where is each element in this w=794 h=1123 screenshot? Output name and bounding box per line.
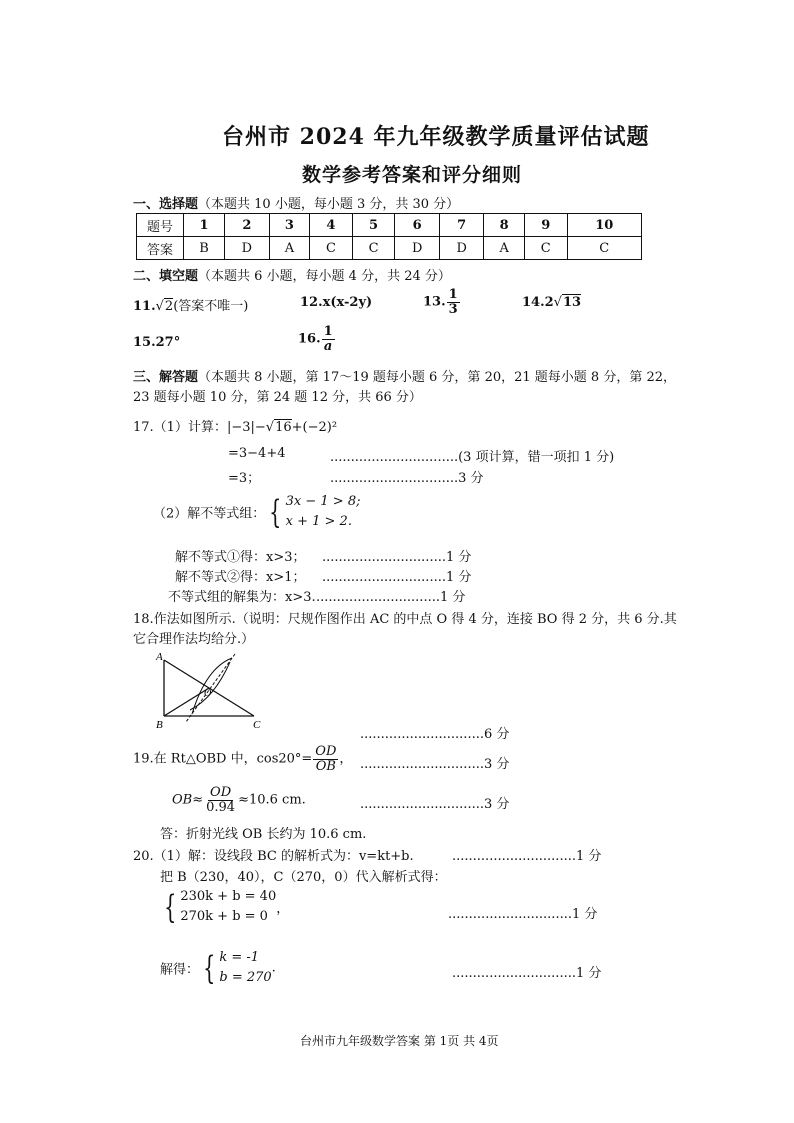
answer-q14: 14.2√13 bbox=[522, 295, 582, 310]
q17-sol1-dots bbox=[322, 546, 471, 565]
eq-2: 270k + b = 0 bbox=[180, 909, 268, 924]
score: 3 分 bbox=[483, 797, 510, 812]
table-label-num: 题号 bbox=[137, 214, 184, 237]
q18-dots bbox=[360, 723, 509, 742]
section2-note: （本题共 6 小题，每小题 4 分，共 24 分） bbox=[198, 269, 451, 284]
dots: .............................. bbox=[452, 966, 576, 981]
q13-label: 13. bbox=[423, 294, 446, 310]
q13-numerator: 1 bbox=[448, 287, 458, 302]
ineq-2: x + 1 > 2. bbox=[285, 514, 352, 529]
page-footer: 台州市九年级数学答案 第 1页 共 4页 bbox=[300, 1034, 499, 1048]
section1-note: （本题共 10 小题，每小题 3 分，共 30 分） bbox=[198, 197, 460, 212]
q20-eq-dots bbox=[448, 903, 597, 922]
page-title: 台州市 2024 年九年级教学质量评估试题 bbox=[222, 124, 650, 150]
q20-equations bbox=[160, 887, 289, 927]
q13-denominator: 3 bbox=[448, 301, 458, 317]
answer-q11: 11.√2(答案不唯一) bbox=[133, 299, 249, 314]
dots: .............................. bbox=[452, 849, 576, 864]
table-answer: D bbox=[395, 237, 440, 260]
section1-heading: 一、选择题 bbox=[133, 197, 199, 212]
table-answer: C bbox=[310, 237, 353, 260]
answer-q12: 12.x(x-2y) bbox=[300, 295, 373, 310]
section1-header bbox=[133, 193, 459, 212]
q20-line1-dots bbox=[452, 845, 601, 864]
q17-part1: 17.（1）计算：|−3|−√16+(−2)² bbox=[133, 420, 338, 435]
q17-part2 bbox=[153, 492, 360, 532]
section2-header bbox=[133, 265, 451, 284]
q17-expr-rad: 16 bbox=[275, 420, 292, 435]
q11-note: (答案不唯一) bbox=[173, 299, 249, 314]
q16-numerator: 1 bbox=[323, 324, 333, 339]
q17-part1-label: 17.（1）计算： bbox=[133, 420, 227, 435]
q20-sol-dots bbox=[452, 962, 601, 981]
brace: { bbox=[203, 949, 216, 987]
table-num: 1 bbox=[184, 214, 225, 237]
table-answer: C bbox=[567, 237, 641, 260]
table-num: 9 bbox=[524, 214, 567, 237]
table-num: 6 bbox=[395, 214, 440, 237]
q19-frac1-num: OD bbox=[315, 744, 337, 759]
q19-line2-text: OB≈ bbox=[172, 792, 204, 808]
q19-frac2-num: OD bbox=[210, 785, 232, 800]
q19-answer: 答：折射光线 OB 长约为 10.6 cm. bbox=[160, 827, 367, 842]
q14-radicand: 13 bbox=[562, 295, 582, 310]
q19-line2-dots bbox=[360, 793, 509, 812]
q17-step1: =3−4+4 bbox=[228, 446, 286, 461]
dots: .............................. bbox=[448, 907, 572, 922]
table-answer: C bbox=[352, 237, 395, 260]
eq-1: 230k + b = 40 bbox=[180, 889, 277, 904]
answer-q15: 15.27° bbox=[133, 335, 181, 350]
score: 3 分 bbox=[483, 757, 510, 772]
q20-solution bbox=[160, 948, 276, 988]
q17-step1-dots bbox=[330, 446, 614, 465]
dots: .............................. bbox=[360, 757, 484, 772]
q19-line1-tail: ， bbox=[339, 751, 353, 767]
q17-step2: =3； bbox=[228, 471, 261, 486]
q19-line1-dots bbox=[360, 753, 509, 772]
answer-table-row-answers bbox=[137, 237, 642, 260]
dots: .............................. bbox=[322, 570, 446, 585]
section3-heading: 三、解答题 bbox=[133, 370, 199, 385]
table-answer: D bbox=[225, 237, 270, 260]
table-num: 10 bbox=[567, 214, 641, 237]
answer-q16 bbox=[298, 325, 336, 353]
label-A: A bbox=[156, 651, 163, 663]
q17-sol1: 解不等式①得：x>3； bbox=[175, 550, 306, 565]
table-num: 3 bbox=[269, 214, 309, 237]
q17-step2-dots bbox=[330, 467, 484, 486]
dots: .............................. bbox=[360, 727, 484, 742]
brace: { bbox=[164, 888, 177, 926]
q16-label: 16. bbox=[298, 331, 321, 347]
table-answer: B bbox=[184, 237, 225, 260]
score: 1 分 bbox=[571, 907, 598, 922]
table-answer: D bbox=[439, 237, 484, 260]
sol-tail: . bbox=[271, 960, 276, 976]
q17-expr-b: +(−2)² bbox=[291, 420, 338, 435]
section3-header bbox=[133, 366, 676, 385]
section2-heading: 二、填空题 bbox=[133, 269, 199, 284]
answer-table-row-nums bbox=[137, 214, 642, 237]
q19-line2 bbox=[172, 786, 306, 814]
q18-construction-figure bbox=[150, 648, 270, 730]
q19-line1 bbox=[133, 745, 352, 773]
q17-sol2: 解不等式②得：x>1； bbox=[175, 570, 306, 585]
table-num: 8 bbox=[484, 214, 524, 237]
score: (3 项计算，错一项扣 1 分) bbox=[458, 450, 615, 465]
eq-tail: ， bbox=[276, 901, 290, 917]
dots: ............................... bbox=[330, 450, 459, 465]
label-B: B bbox=[156, 719, 163, 730]
answer-table bbox=[136, 213, 642, 260]
sol-2: b = 270 bbox=[219, 970, 272, 985]
q19-frac1-den: OB bbox=[315, 758, 336, 774]
q19-frac2-den: 0.94 bbox=[206, 799, 236, 815]
label-C: C bbox=[253, 719, 261, 730]
score: 1 分 bbox=[445, 570, 472, 585]
score: 6 分 bbox=[483, 727, 510, 742]
ineq-1: 3x − 1 > 8; bbox=[285, 494, 361, 509]
score: 1 分 bbox=[439, 590, 466, 605]
table-num: 4 bbox=[310, 214, 353, 237]
table-num: 2 bbox=[225, 214, 270, 237]
dots: .............................. bbox=[360, 797, 484, 812]
table-answer: A bbox=[484, 237, 524, 260]
q16-denominator: a bbox=[323, 338, 333, 354]
q14-label: 14.2 bbox=[522, 295, 554, 310]
brace: { bbox=[269, 493, 282, 531]
q18-line1: 18.作法如图所示.（说明：尺规作图作出 AC 的中点 O 得 4 分，连接 BO 得 2 分，共 6 分.其 bbox=[133, 612, 677, 627]
q19-line1-text: 19.在 Rt△OBD 中，cos20°= bbox=[133, 751, 313, 767]
score: 1 分 bbox=[445, 550, 472, 565]
section3-note-line1: （本题共 8 小题，第 17～19 题每小题 6 分，第 20，21 题每小题 8 分，第 22， bbox=[198, 370, 676, 385]
q19-line2-tail: ≈10.6 cm. bbox=[238, 792, 306, 808]
table-num: 5 bbox=[352, 214, 395, 237]
dots: .............................. bbox=[322, 550, 446, 565]
q11-label: 11. bbox=[133, 299, 156, 314]
section3-note-line2: 23 题每小题 10 分，第 24 题 12 分，共 66 分） bbox=[133, 390, 422, 405]
table-label-ans: 答案 bbox=[137, 237, 184, 260]
table-answer: A bbox=[269, 237, 309, 260]
q17-sol3: 不等式组的解集为：x>3. bbox=[168, 590, 316, 605]
answer-q13 bbox=[423, 288, 461, 316]
page-subtitle: 数学参考答案和评分细则 bbox=[302, 164, 523, 186]
table-num: 7 bbox=[439, 214, 484, 237]
q17-sol3-dots bbox=[316, 586, 465, 605]
score: 3 分 bbox=[458, 471, 484, 486]
score: 1 分 bbox=[575, 849, 602, 864]
dots: .............................. bbox=[316, 590, 440, 605]
q17-expr-a: |−3|− bbox=[226, 420, 266, 435]
q18-line2: 它合理作法均给分.） bbox=[133, 632, 255, 647]
label-O: O bbox=[204, 688, 212, 699]
q20-sol-label: 解得： bbox=[160, 962, 200, 978]
q11-radicand: 2 bbox=[164, 299, 174, 314]
score: 1 分 bbox=[575, 966, 602, 981]
table-answer: C bbox=[524, 237, 567, 260]
sol-1: k = -1 bbox=[219, 950, 260, 965]
q17-part2-label: （2）解不等式组： bbox=[153, 506, 266, 522]
dots: ............................... bbox=[330, 471, 459, 486]
q17-sol2-dots bbox=[322, 566, 471, 585]
q20-line1: 20.（1）解：设线段 BC 的解析式为：v=kt+b. bbox=[133, 849, 414, 864]
q20-line2: 把 B（230，40），C（270，0）代入解析式得： bbox=[160, 870, 447, 885]
